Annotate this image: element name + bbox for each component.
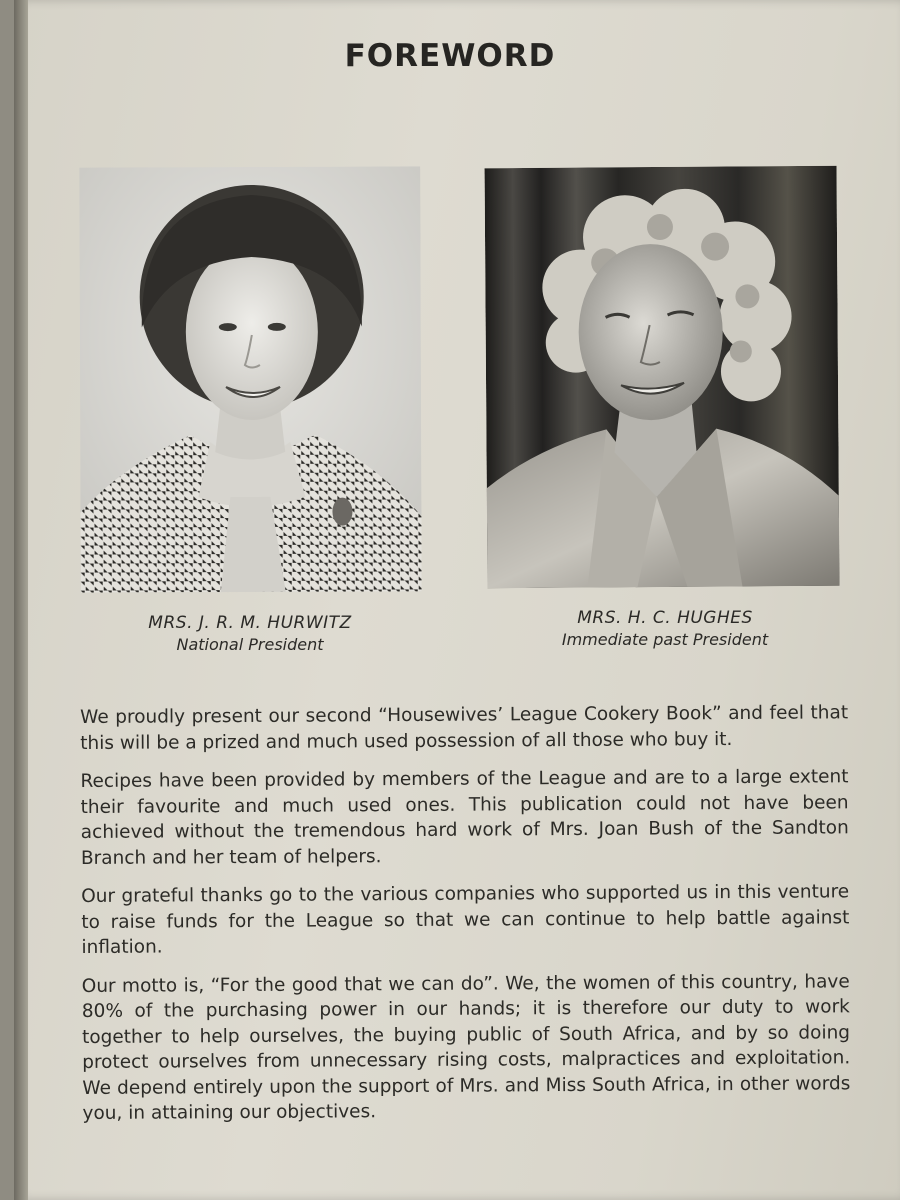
book-binding-edge: [14, 0, 28, 1200]
person-role: National President: [176, 635, 324, 654]
portrait-photo-hughes: [485, 166, 840, 588]
paragraph: Recipes have been provided by members of the League and are to a large extent their favourite and much used ones. This publication could not have been achieved without the tremendous hard work of Mrs. Joan Bush of the Sandton Branch and her team of helpers.: [80, 766, 849, 869]
caption-hughes: [515, 607, 815, 651]
paragraph: Our grateful thanks go to the various companies who supported us in this venture to raise funds for the League so that we can continue to help battle against inflation.: [81, 881, 850, 958]
person-name: MRS. J. R. M. HURWITZ: [148, 613, 352, 633]
paragraph: We proudly present our second “Housewives’ League Cookery Book” and feel that this will be a prized and much used possession of all those who buy it.: [80, 702, 849, 754]
foreword-body: [80, 700, 851, 1139]
person-role: Immediate past President: [561, 630, 769, 649]
paragraph: Our motto is, “For the good that we can do”. We, the women of this country, have 80% of the purchasing power in our hands; it is therefore our duty to work together to help ourselves, the buying public of South Africa, and by so doing protect ourselves from unnecessary rising costs, malpractices and exploitation. We depend entirely upon the support of Mrs. and Miss South Africa, in other words you, in attaining our objectives.: [81, 970, 851, 1124]
page-title: FOREWORD: [344, 38, 556, 74]
person-name: MRS. H. C. HUGHES: [577, 608, 753, 628]
portrait-photo-hurwitz: [79, 166, 421, 592]
caption-hurwitz: [100, 612, 400, 656]
